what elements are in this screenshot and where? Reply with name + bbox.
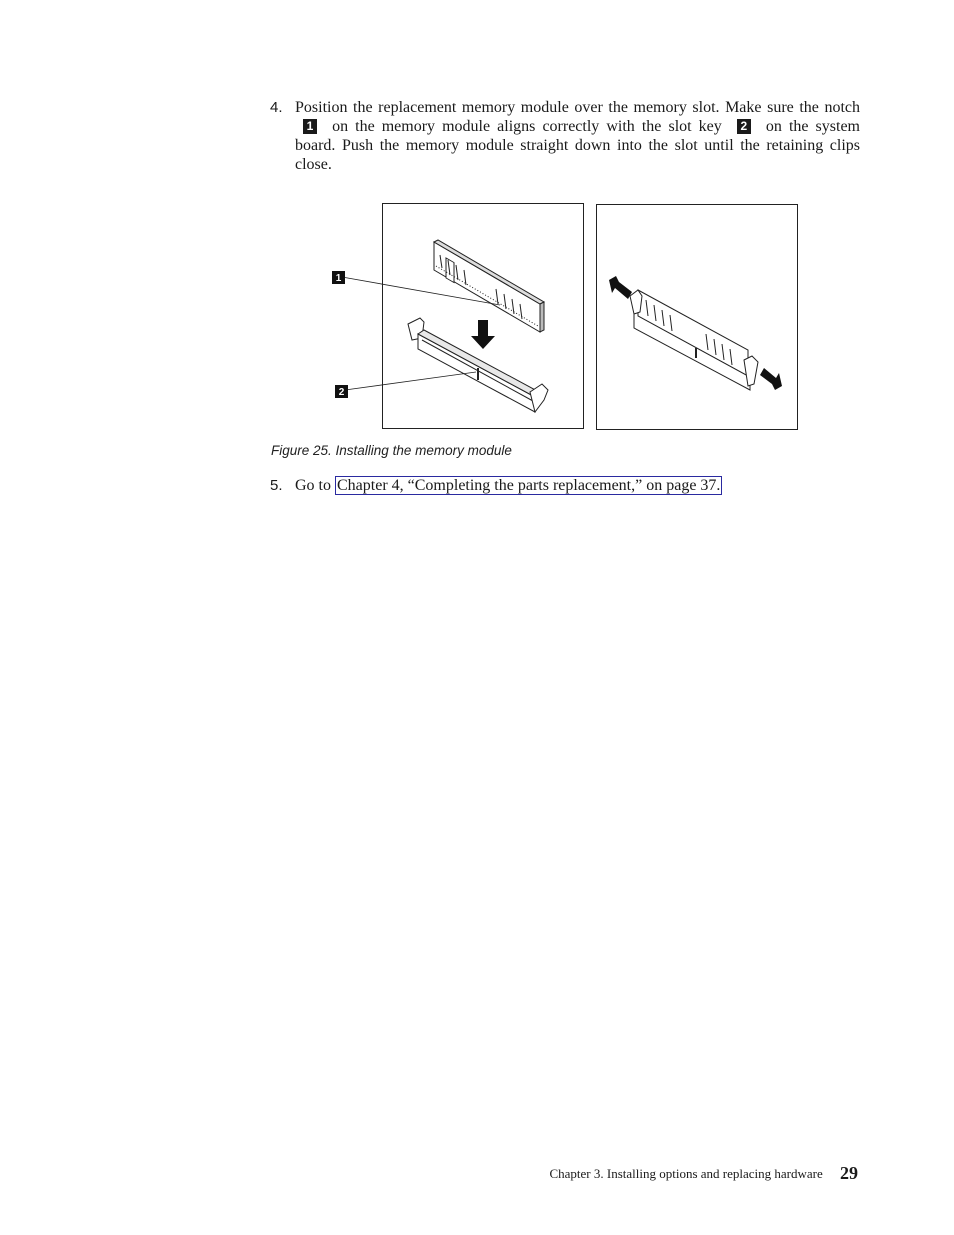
leader-line-slot-key (345, 372, 476, 390)
page-number: 29 (840, 1163, 858, 1183)
figure-callout-2-label: 2 (338, 387, 345, 398)
memory-module-icon (434, 240, 544, 332)
page-footer (549, 1162, 858, 1183)
chapter-4-link[interactable]: Chapter 4, “Completing the parts replacement,” on page 37. (337, 477, 721, 494)
step-text-part: on the memory module aligns correctly with the slot key (332, 118, 722, 135)
figure-callout-1-label: 1 (335, 273, 342, 284)
memory-install-figure (330, 200, 800, 435)
step-text-part: Position the replacement memory module over the memory slot. Make sure the notch (295, 99, 860, 116)
step-4 (270, 98, 860, 174)
callout-badge-notch: 1 (303, 119, 317, 134)
step-text-part: Go to (295, 477, 331, 494)
figure-panel-insert (383, 204, 584, 429)
figure-caption: Figure 25. Installing the memory module (271, 443, 512, 458)
figure-panel-seated (597, 205, 798, 430)
clip-arrow-right-icon (760, 368, 782, 390)
step-text-part: on the system board. Push the memory module straight down into the slot until the retaining clips close. (295, 118, 861, 173)
step-text (295, 98, 860, 174)
step-5 (270, 476, 860, 495)
step-text (295, 476, 860, 495)
step-number: 5. (270, 477, 283, 494)
footer-chapter-title: Chapter 3. Installing options and replacing hardware (549, 1166, 823, 1181)
step-number: 4. (270, 99, 283, 116)
callout-badge-slot-key: 2 (737, 119, 751, 134)
clip-arrow-left-icon (609, 276, 632, 299)
down-arrow-icon (471, 320, 495, 349)
seated-module-icon (630, 290, 758, 390)
